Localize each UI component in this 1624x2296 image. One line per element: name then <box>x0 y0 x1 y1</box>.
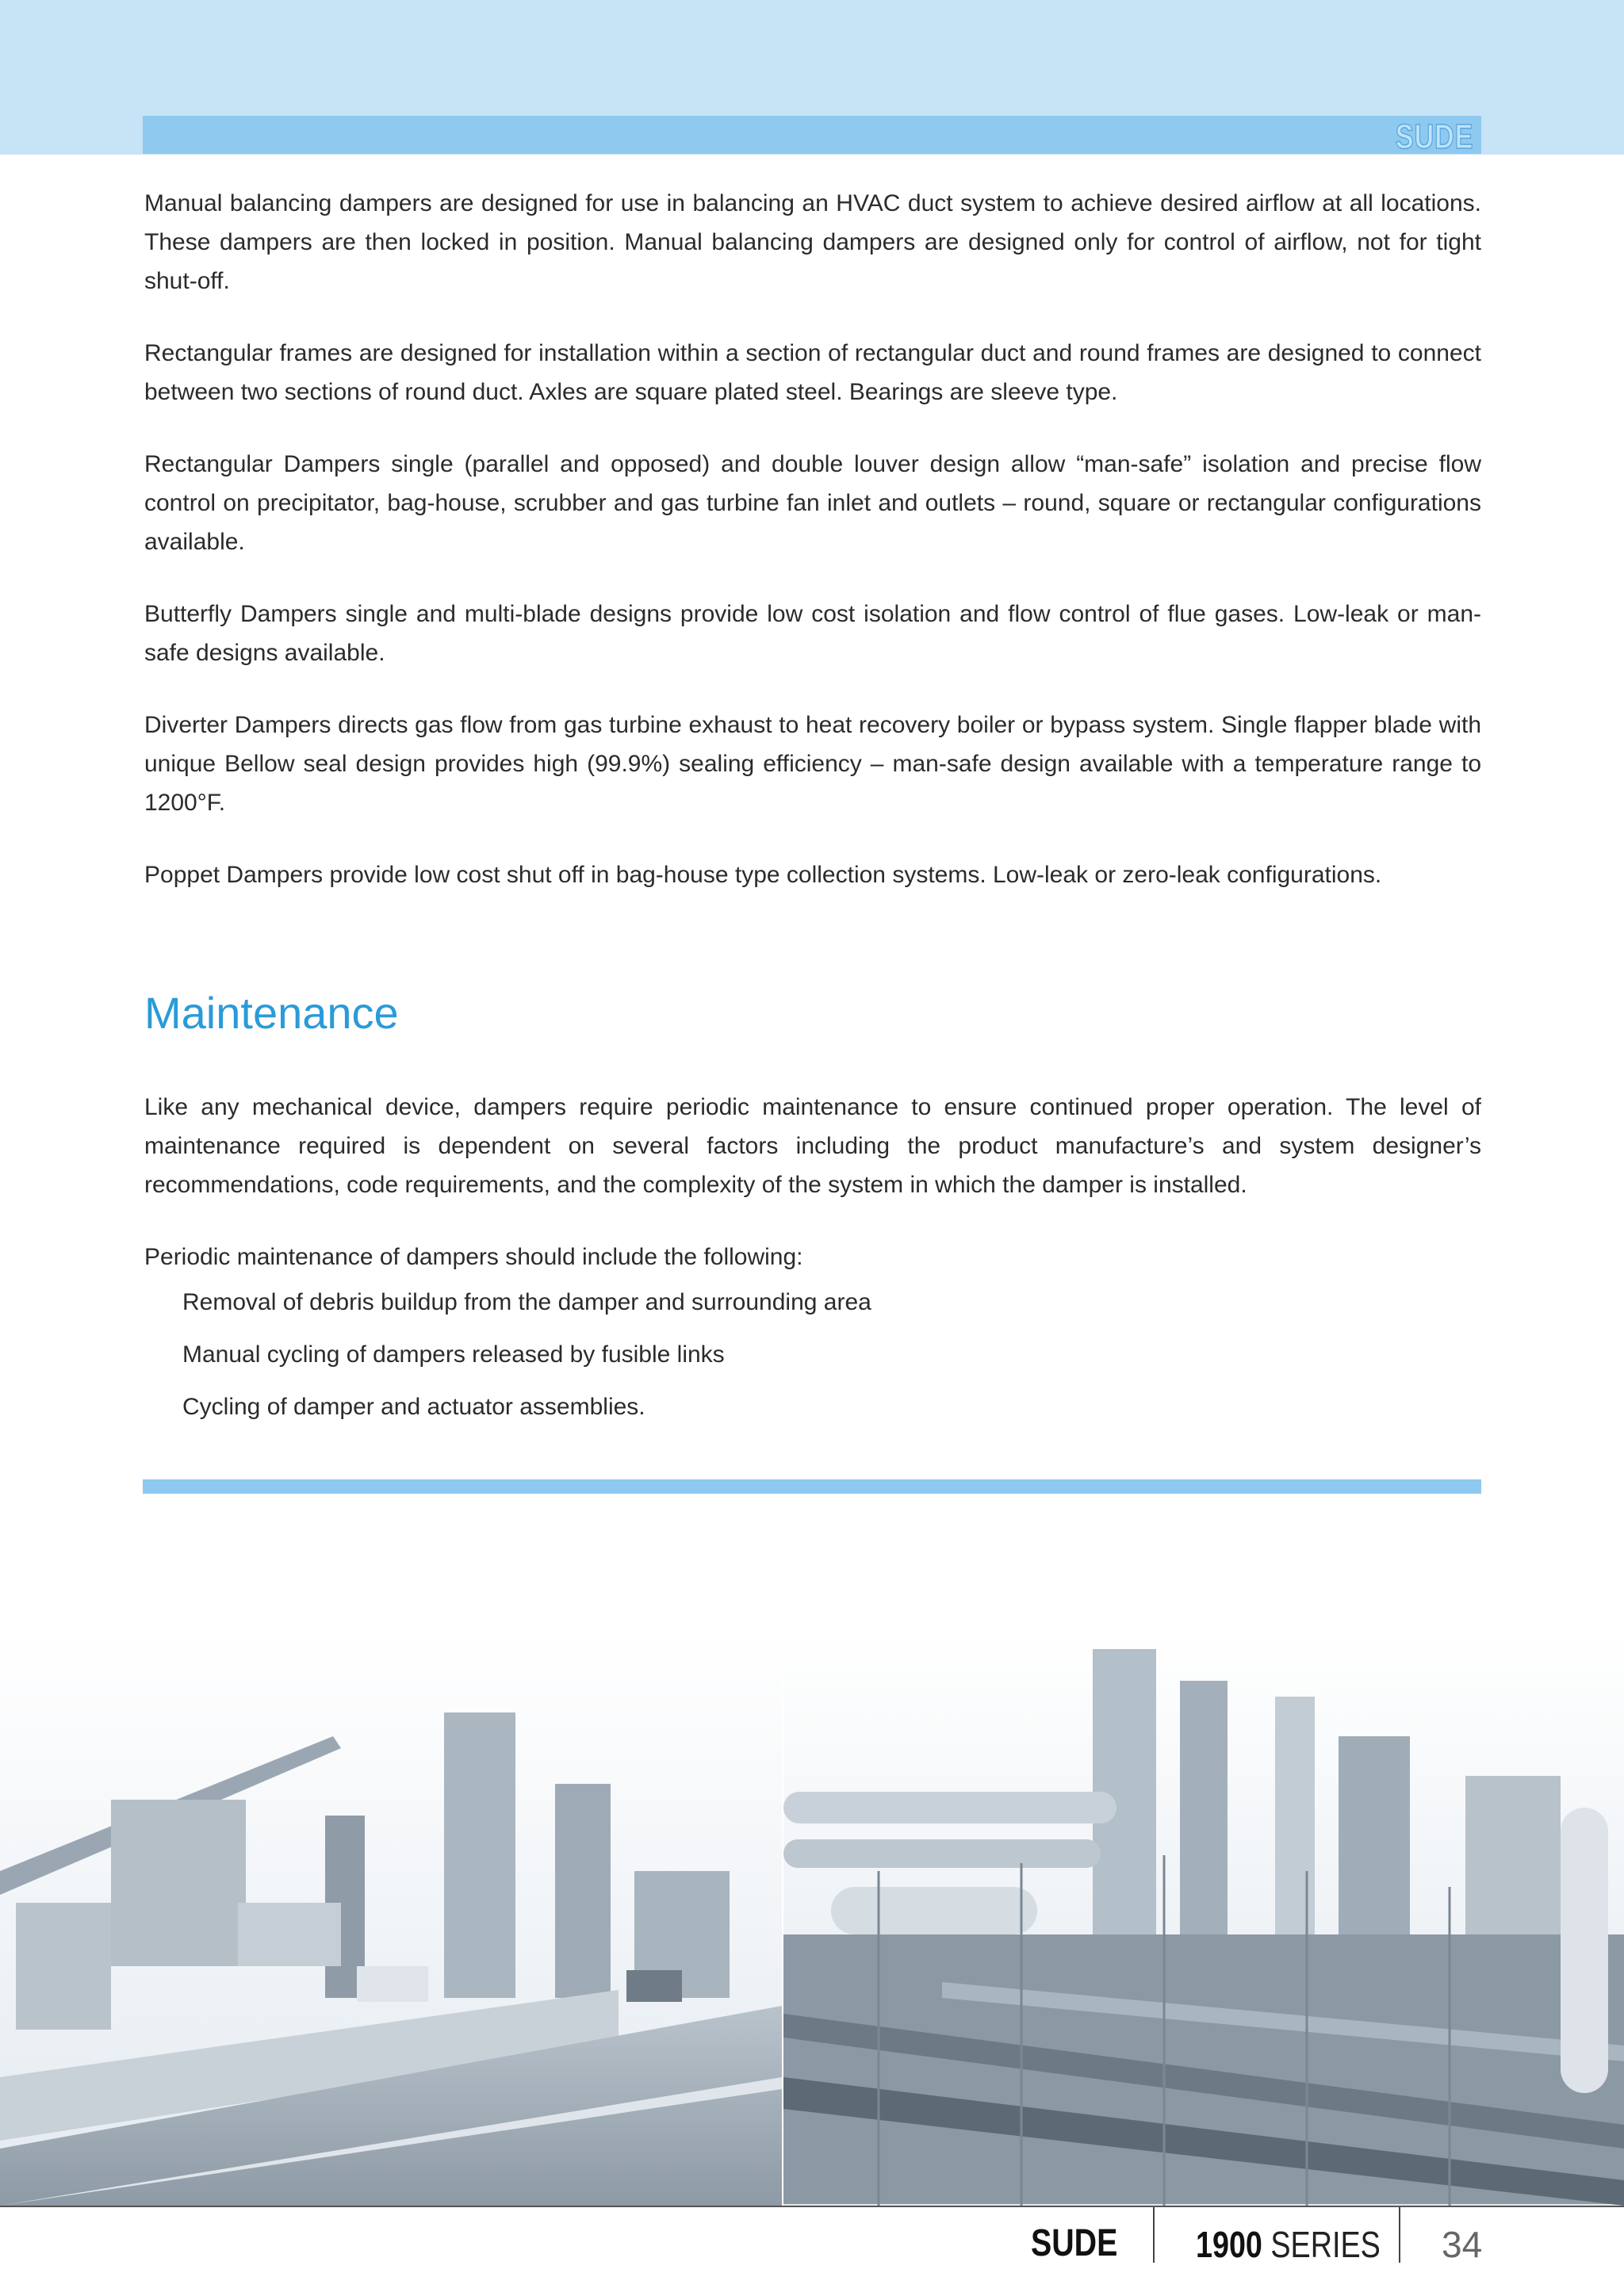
paragraph-manual-balancing: Manual balancing dampers are designed for use in balancing an HVAC duct system to achieve desired airflow at all locations. These dampers are then locked in position. Manual balancing dampers are designed only for control of airflow, not for tight shut-off. <box>144 190 1481 294</box>
footer-separator <box>1399 2207 1400 2263</box>
list-item: Cycling of damper and actuator assemblies. <box>182 1394 645 1420</box>
footer-brand: SUDE <box>1031 2222 1118 2264</box>
intro-content <box>144 184 1481 928</box>
paragraph-diverter-dampers: Diverter Dampers directs gas flow from gas turbine exhaust to heat recovery boiler or bypass system. Single flapper blade with unique Bellow seal design provides high (99.9%) sealing efficiency – man-safe design available with a temperature range to 1200°F. <box>144 712 1481 816</box>
maintenance-list <box>144 1276 1481 1433</box>
footer-separator <box>1153 2207 1155 2263</box>
series-number: 1900 <box>1196 2224 1262 2265</box>
footer-series <box>1196 2223 1381 2266</box>
maintenance-heading: Maintenance <box>144 988 399 1038</box>
paragraph-poppet-dampers: Poppet Dampers provide low cost shut off in bag-house type collection systems. Low-leak or zero-leak configurations. <box>144 862 1382 888</box>
page-footer <box>0 2207 1624 2296</box>
section-divider <box>143 1479 1481 1494</box>
industrial-plant-photo-right <box>783 1633 1624 2206</box>
maintenance-list-intro: Periodic maintenance of dampers should include the following: <box>144 1244 803 1270</box>
list-item: Removal of debris buildup from the damper and surrounding area <box>182 1289 871 1315</box>
paragraph-rectangular-dampers: Rectangular Dampers single (parallel and opposed) and double louver design allow “man-safe” isolation and precise flow control on precipitator, bag-house, scrubber and gas turbine fan inlet and outlets – round, square or rectangular configurations available. <box>144 451 1481 555</box>
header-logo: SUDE <box>1395 117 1473 156</box>
paragraph-frames: Rectangular frames are designed for installation within a section of rectangular duct and round frames are designed to connect between two sections of round duct. Axles are square plated steel. Bearings are sleeve type. <box>144 340 1481 405</box>
maintenance-intro: Like any mechanical device, dampers require periodic maintenance to ensure continued proper operation. The level of maintenance required is dependent on several factors including the product manufacture’s and system designer’s recommendations, code requirements, and the complexity of the system in which the damper is installed. <box>144 1094 1481 1198</box>
series-word: SERIES <box>1270 2224 1381 2265</box>
industrial-plant-photo-left <box>0 1633 782 2206</box>
maintenance-content <box>144 1088 1481 1433</box>
paragraph-butterfly-dampers: Butterfly Dampers single and multi-blade designs provide low cost isolation and flow control of flue gases. Low-leak or man-safe designs available. <box>144 601 1481 666</box>
page-number: 34 <box>1442 2224 1483 2265</box>
list-item: Manual cycling of dampers released by fusible links <box>182 1341 725 1368</box>
header-bar <box>143 116 1481 154</box>
